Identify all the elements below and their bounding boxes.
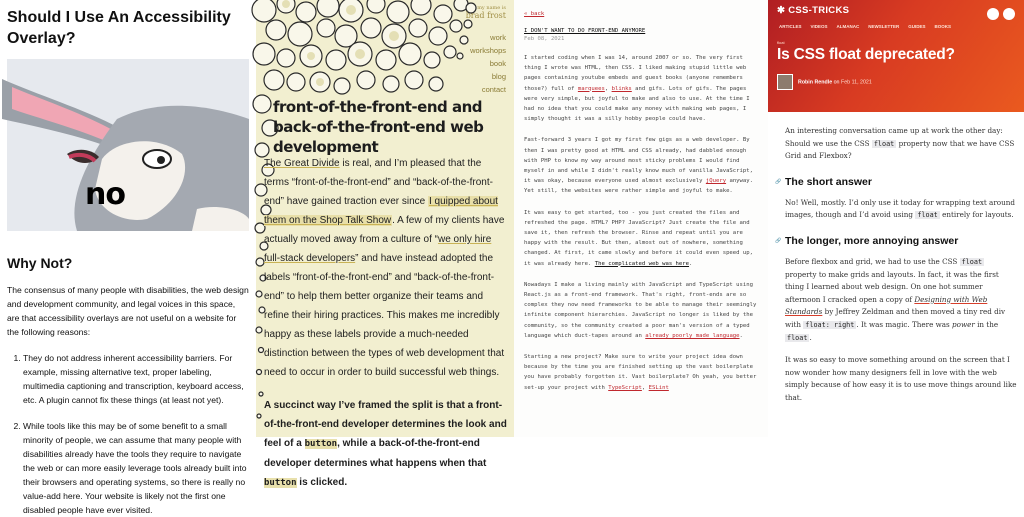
profile-icon[interactable] [1003, 8, 1015, 20]
menu-articles[interactable]: ARTICLES [779, 24, 802, 29]
jquery-link[interactable]: jQuery [705, 178, 727, 185]
header-icons [983, 5, 1015, 24]
code-float: float [917, 211, 938, 220]
text: I started coding when I was 14, around 2007 or so. The very first thing I wrote was HTML, then CSS. I liked making stupid little web pages containing youtube embeds and guest books (anyone remembers those?) full of [524, 55, 747, 92]
list-item: 2. While tools like this may be of some benefit to a small minority of people, we can assume that many people with disabilities already have the tools they require to navigate the web or can more easily leverage tools already built into their browsers and operating systems, so there is really no value-add here. Your website is likely not the first one disabled people have ever visited. [23, 419, 249, 517]
text: by Jeffrey Zeldman and then moved a tiny red div with [785, 307, 1006, 329]
main-nav [470, 31, 506, 96]
blinks-link[interactable]: blinks [611, 85, 632, 92]
code-float-right: float: right [805, 320, 855, 329]
avatar [777, 74, 793, 90]
meme-caption: no [85, 177, 125, 212]
paragraph [524, 135, 759, 196]
complicated-web-link[interactable]: The complicated web was here [594, 260, 690, 267]
brand-tagline: my name is [477, 5, 506, 11]
text: A succinct way I’ve framed the split is that a front-of-the-front-end developer determines the look and feel of a [264, 400, 507, 449]
paragraph: It was so easy to move something around on the screen that I now wonder how many designers fell in love with the web simply because of how easy it is to use move things around like that. [785, 355, 1017, 402]
text: No! Well, mostly. I’d only use it today for wrapping text around images, though and I’d avoid using [785, 197, 1015, 220]
emphasis: power [952, 319, 975, 329]
text: . It was magic. There was [856, 319, 953, 329]
panel-brad-frost [256, 0, 514, 488]
typescript-link[interactable]: TypeScript [608, 384, 642, 391]
text: Fast-forward 3 years I got my first few gigs as a web developer. By then I was pretty good at HTML and CSS already, had dabbled enough with PHP to know my way around most sticky problems I would find myself in and while I didn't really know much of vanilla JavaScript, it was okay, because everyone used almost exclusively [524, 137, 754, 185]
nav-contact[interactable]: contact [481, 85, 506, 94]
paragraph [785, 256, 1017, 344]
panel-accessibility-overlay [0, 0, 256, 515]
code-float: float [873, 139, 895, 148]
page-title: Should I Use An Accessibility Overlay? [7, 9, 231, 47]
post-title: I DON'T WANT TO DO FRONT-END ANYMORE [524, 28, 646, 34]
code-float: float [787, 333, 808, 342]
text: , while a back-of-the-front-end developer determines what happens when that [264, 438, 487, 469]
text: entirely for layouts. [939, 210, 1014, 220]
byline [777, 74, 872, 90]
text: , [641, 384, 649, 391]
top-menu [779, 24, 960, 29]
section-heading: 🔗 The short answer [785, 176, 1017, 188]
code-button: button [304, 439, 338, 449]
section-heading: Why Not? [7, 255, 73, 271]
article-title: front-of-the-front-end and back-of-the-front-end web development [273, 98, 484, 156]
author-name[interactable]: Robin Rendle [798, 79, 833, 86]
text: , [604, 85, 612, 92]
publish-date: Feb 11, 2021 [840, 79, 872, 86]
post-date: Feb 08, 2021 [524, 36, 565, 42]
book-title[interactable]: Designing with Web Standards [785, 294, 988, 317]
panel-css-tricks [768, 0, 1024, 437]
text: Nowadays I make a living mainly with JavaScript and TypeScript using React.js as a front-end framework. That's right, front-ends are so complex they now need frameworks to be able to manage their seemingly infinite component hierarchies. JavaScript no longer is liked by the community, so the community created a poor man's version of a typed language which duct-tapes around an [524, 281, 757, 339]
search-icon[interactable] [987, 8, 999, 20]
text: Before flexbox and grid, we had to use the CSS [785, 256, 960, 266]
paragraph [264, 154, 509, 382]
paragraph [524, 352, 759, 393]
text: An interesting conversation came up at work the other day: Should we use the CSS [785, 126, 1003, 148]
paragraph [785, 125, 1017, 163]
menu-guides[interactable]: GUIDES [908, 24, 926, 29]
eslint-link[interactable]: ESLint [648, 384, 669, 391]
text: and gifs. Lots of gifs. The pages were very simple, but joyful to make and also to use. At the time I had no idea that you could make any money with making web pages, I simply thought it was a silly hobby people could have. [524, 85, 750, 123]
text: Starting a new project? Make sure to write your project idea down because by the time you are finished setting up the vast boilerplate you have probably forgotten it. Vast boilerplate? Oh yeah, you better set-up your project with [524, 354, 757, 391]
nav-book[interactable]: book [489, 59, 506, 68]
text: . [689, 260, 693, 267]
article-header [768, 0, 1024, 112]
code-float: float [961, 257, 983, 266]
text: . [809, 332, 812, 342]
text: in the [974, 319, 999, 329]
date-prefix: on [832, 79, 841, 86]
tag-label[interactable]: float [777, 40, 785, 45]
intro-paragraph: The consensus of many people with disabilities, the web design and development community, and legal voices in this space, are that accessibility overlays are not useful on a website for the following reasons: [7, 285, 249, 337]
marquees-link[interactable]: marquees [577, 85, 605, 92]
list-item: 1. They do not address inherent accessibility barriers. For example, missing alternative text, proper labeling, multimedia captioning and transcription, keyboard access, etc. A plugin cannot fix these things (at least not yet). [23, 351, 249, 407]
text: property to make grids and layouts. In fact, it was the first thing I learned about web design. On one hot summer afternoon I cracked open a copy of [785, 269, 999, 304]
article-body [264, 154, 509, 507]
article-content [785, 125, 1017, 415]
text: anyway. Yet still, the websites were rather simple and joyful to make. [524, 178, 754, 195]
poorly-made-language-link[interactable]: already poorly made language [645, 332, 740, 339]
full-stack-link[interactable]: we only hire full-stack developers [264, 234, 492, 264]
text: . [739, 332, 743, 339]
back-link[interactable]: « back [524, 11, 545, 17]
text: It was easy to get started, too - you just created the files and refreshed the page. HTML? PHP? JavaScript? Just create the file and save it, then refresh the browser. Rinse and repeat until you are happy with the result. But then, almost out of nowhere, something changed. At first, it came slowly and before it could even speed up, it was already here. [524, 209, 754, 267]
reasons-list [7, 351, 249, 517]
text: is real, and I’m pleased that the terms “front-of-the-front-end” and “back-of-the-front-end” have gained traction ever since [264, 158, 493, 207]
shop-talk-link[interactable]: I quipped about them on the Shop Talk Show [264, 196, 498, 226]
text: property now that we have CSS Grid and Flexbox? [785, 138, 1015, 161]
paragraph [785, 197, 1017, 222]
text: . A few of my clients have actually moved away from a culture of “ [264, 215, 505, 245]
code-button: button [264, 478, 297, 488]
css-tricks-logo[interactable]: ✱ CSS-TRICKS [777, 5, 850, 16]
menu-almanac[interactable]: ALMANAC [836, 24, 860, 29]
paragraph [524, 280, 759, 341]
paragraph [524, 208, 759, 269]
brand-name: brad frost [465, 11, 506, 20]
hero-image [7, 59, 249, 231]
nav-blog[interactable]: blog [491, 72, 506, 81]
menu-newsletter[interactable]: NEWSLETTER [868, 24, 900, 29]
panel-frontend-blog [514, 0, 768, 437]
paragraph [264, 396, 509, 493]
site-brand[interactable] [466, 5, 506, 20]
great-divide-link[interactable]: The Great Divide [264, 158, 340, 169]
nav-work[interactable]: work [490, 33, 506, 42]
text: is clicked. [296, 477, 348, 488]
paragraph [524, 53, 759, 124]
text: ” and have instead adopted the labels “front-of-the-front-end” and “back-of-the-front-end” to help them better organize their teams and refine their hiring practices. This makes me incredibly happy as these labels provide a much-needed distinction between the types of web development that need to occur in order to build successful web things. [264, 253, 505, 378]
nav-workshops[interactable]: workshops [470, 46, 506, 55]
menu-books[interactable]: BOOKS [934, 24, 952, 29]
menu-videos[interactable]: VIDEOS [810, 24, 828, 29]
section-heading: 🔗 The longer, more annoying answer [785, 235, 1017, 247]
article-title: Is CSS float deprecated? [777, 46, 955, 63]
